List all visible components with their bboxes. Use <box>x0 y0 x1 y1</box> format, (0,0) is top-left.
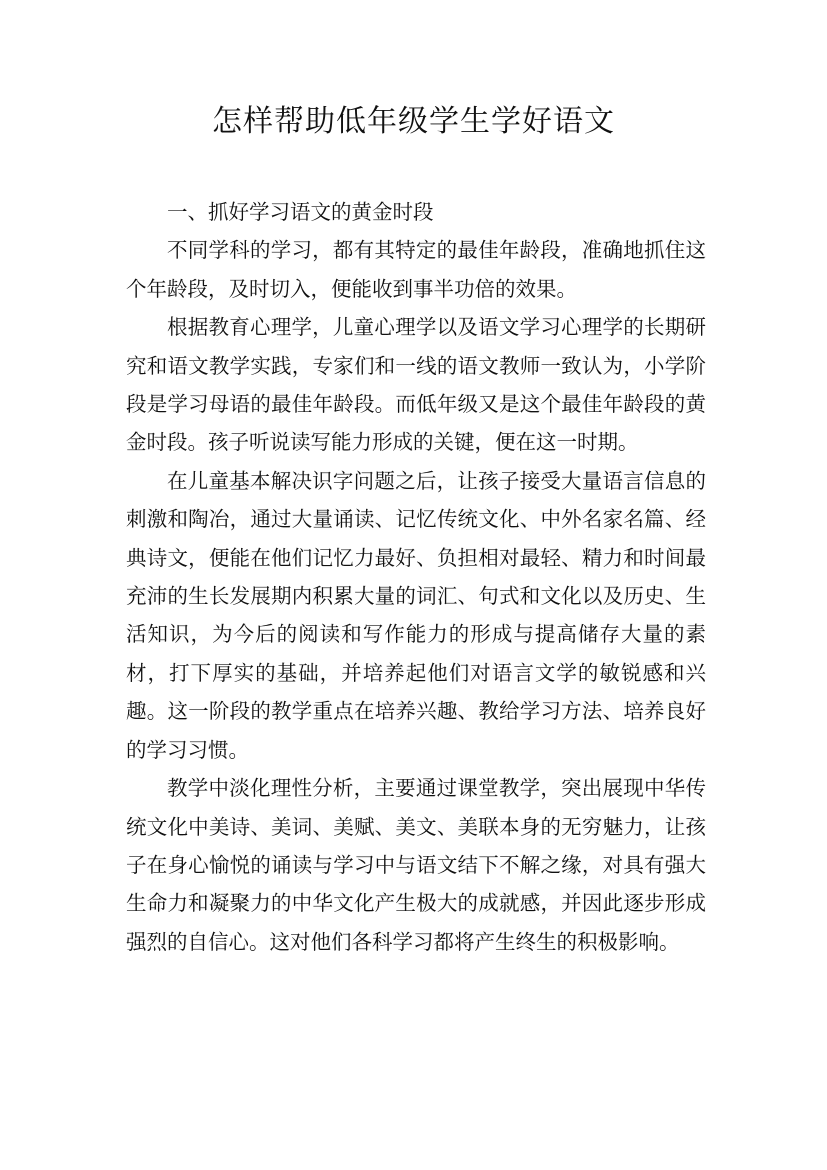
section-heading: 一、抓好学习语文的黄金时段 <box>167 200 434 224</box>
paragraph: 在儿童基本解决识字问题之后，让孩子接受大量语言信息的刺激和陶冶，通过大量诵读、记忆传统文化、中外名家名篇、经典诗文，便能在他们记忆力最好、负担相对最轻、精力和时间最充沛的生长发展期内积累大量的词汇、句式和文化以及历史、生活知识，为今后的阅读和写作能力的形成与提高储存大量的素材，打下厚实的基础，并培养起他们对语言文学的敏锐感和兴趣。这一阶段的教学重点在培养兴趣、教给学习方法、培养良好的学习习惯。 <box>126 468 706 762</box>
paragraph: 根据教育心理学，儿童心理学以及语文学习心理学的长期研究和语文教学实践，专家们和一线的语文教师一致认为，小学阶段是学习母语的最佳年龄段。而低年级又是这个最佳年龄段的黄金时段。孩子听说读写能力形成的关键，便在这一时期。 <box>126 315 706 455</box>
document-title: 怎样帮助低年级学生学好语文 <box>212 104 615 139</box>
document-body <box>126 193 706 961</box>
paragraph: 不同学科的学习，都有其特定的最佳年龄段，准确地抓住这个年龄段，及时切入，便能收到事半功倍的效果。 <box>126 238 706 301</box>
paragraph: 教学中淡化理性分析，主要通过课堂教学，突出展现中华传统文化中美诗、美词、美赋、美文、美联本身的无穷魅力，让孩子在身心愉悦的诵读与学习中与语文结下不解之缘，对具有强大生命力和凝聚力的中华文化产生极大的成就感，并因此逐步形成强烈的自信心。这对他们各科学习都将产生终生的积极影响。 <box>126 776 706 954</box>
